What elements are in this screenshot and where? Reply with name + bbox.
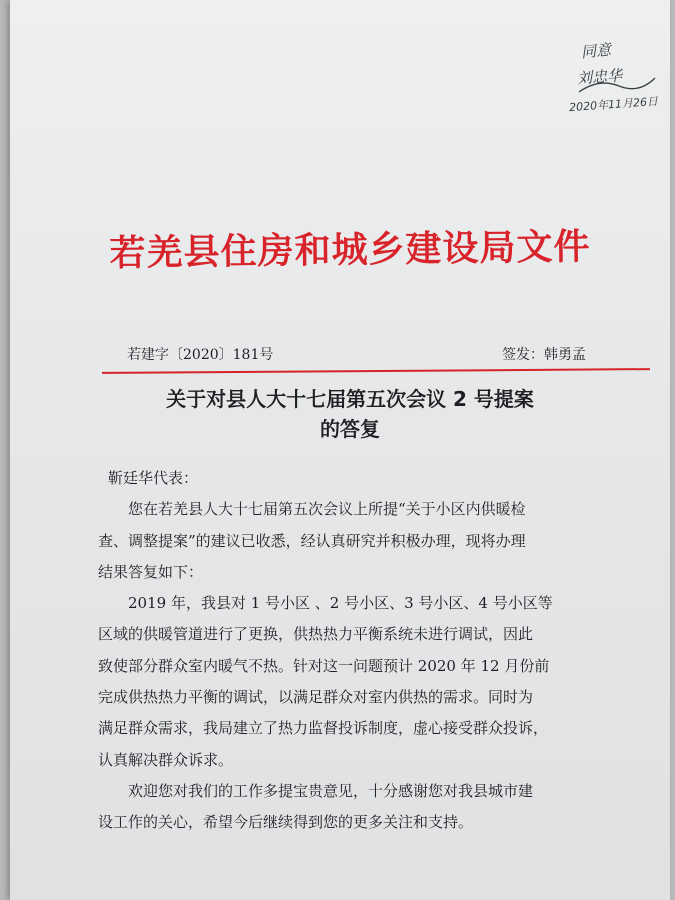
paragraph-line: 2019 年，我县对 1 号小区 、2 号小区、3 号小区、4 号小区等	[128, 594, 553, 613]
document-title-line-2: 的答复	[320, 417, 380, 441]
paragraph-1	[98, 494, 634, 588]
approval-note: 同意	[580, 40, 612, 62]
approval-signer: 刘忠华	[576, 66, 623, 88]
red-divider-line	[102, 368, 650, 374]
paragraph-2	[98, 588, 634, 776]
approval-date: 2020年11月26日	[568, 94, 659, 115]
paragraph-line: 满足群众需求，我局建立了热力监督投诉制度，虚心接受群众投诉，	[98, 719, 549, 738]
paragraph-line: 查、调整提案”的建议已收悉，经认真研究并积极办理，现将办理	[98, 531, 526, 550]
issuing-office-title: 若羌县住房和城乡建设局文件	[109, 226, 591, 275]
paragraph-line: 欢迎您对我们的工作多提宝贵意见，十分感谢您对我县城市建	[128, 781, 534, 800]
paragraph-line: 致使部分群众室内暖气不热。针对这一问题预计 2020 年 12 月份前	[98, 656, 550, 675]
document-page	[10, 0, 670, 900]
paragraph-line: 认真解决群众诉求。	[98, 750, 234, 769]
document-title	[70, 384, 630, 444]
handwritten-approval	[565, 36, 675, 116]
document-number: 若建字〔2020〕181号	[127, 347, 274, 363]
paragraph-line: 区域的供暖管道进行了更换，供热热力平衡系统未进行调试，因此	[98, 625, 534, 644]
issuer-signature: 签发：韩勇孟	[502, 347, 586, 363]
paragraph-line: 您在若羌县人大十七届第五次会议上所提“关于小区内供暖检	[128, 500, 526, 519]
paragraph-3	[98, 776, 634, 839]
paragraph-line: 结果答复如下：	[98, 562, 204, 581]
paragraph-line: 完成供热热力平衡的调试，以满足群众对室内供热的需求。同时为	[98, 688, 534, 707]
paragraph-line: 设工作的关心，希望今后继续得到您的更多关注和支持。	[98, 813, 474, 832]
salutation: 靳廷华代表：	[108, 469, 199, 487]
document-body	[98, 463, 634, 839]
document-title-line-1: 关于对县人大十七届第五次会议 2 号提案	[166, 387, 534, 411]
